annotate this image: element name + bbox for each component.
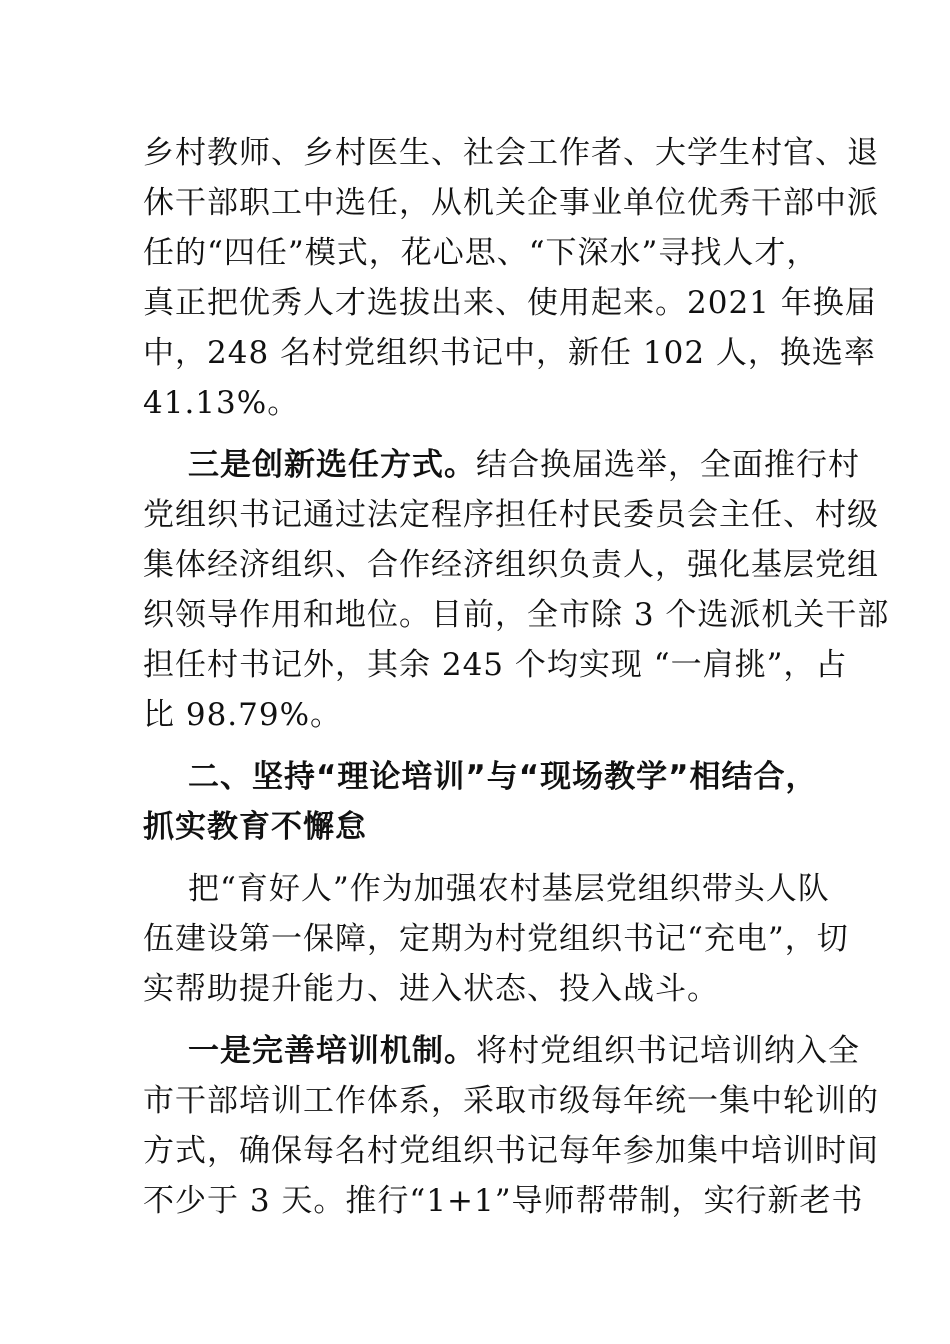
body-text-line: 41.13%。 — [143, 385, 300, 421]
body-text-line: 真正把优秀人才选拔出来、使用起来。2021 年换届 — [143, 285, 877, 321]
body-text-line: 不少于 3 天。推行“1+1”导师帮带制，实行新老书 — [143, 1183, 864, 1219]
body-text-line: 任的“四任”模式，花心思、“下深水”寻找人才， — [143, 235, 819, 271]
body-text-line: 伍建设第一保障，定期为村党组织书记“充电”，切 — [143, 921, 849, 957]
body-text-line: 乡村教师、乡村医生、社会工作者、大学生村官、退 — [143, 135, 879, 171]
body-text-line: 实帮助提升能力、进入状态、投入战斗。 — [143, 971, 719, 1007]
paragraph-first-line-text: 结合换届选举，全面推行村 — [476, 447, 860, 483]
body-text-line: 担任村书记外，其余 245 个均实现 “一肩挑”，占 — [143, 647, 848, 683]
body-text-line: 比 98.79%。 — [143, 697, 343, 733]
body-text-line: 休干部职工中选任，从机关企事业单位优秀干部中派 — [143, 185, 879, 221]
paragraph-first-line: 把“育好人”作为加强农村基层党组织带头人队 — [188, 871, 830, 907]
section-heading: 抓实教育不懈怠 — [143, 809, 367, 845]
body-text-line: 市干部培训工作体系，采取市级每年统一集中轮训的 — [143, 1083, 879, 1119]
paragraph-lead-bold: 一是完善培训机制。 — [188, 1033, 476, 1069]
body-text-line: 党组织书记通过法定程序担任村民委员会主任、村级 — [143, 497, 879, 533]
paragraph-first-line — [188, 445, 860, 485]
body-text-line: 织领导作用和地位。目前，全市除 3 个选派机关干部 — [143, 597, 890, 633]
body-text-line: 方式，确保每名村党组织书记每年参加集中培训时间 — [143, 1133, 879, 1169]
section-heading: 二、坚持“理论培训”与“现场教学”相结合， — [188, 759, 818, 795]
paragraph-first-line-text: 将村党组织书记培训纳入全 — [476, 1033, 860, 1069]
body-text-line: 中，248 名村党组织书记中，新任 102 人，换选率 — [143, 335, 876, 371]
body-text-line: 集体经济组织、合作经济组织负责人，强化基层党组 — [143, 547, 879, 583]
paragraph-first-line — [188, 1031, 860, 1071]
paragraph-lead-bold: 三是创新选任方式。 — [188, 447, 476, 483]
